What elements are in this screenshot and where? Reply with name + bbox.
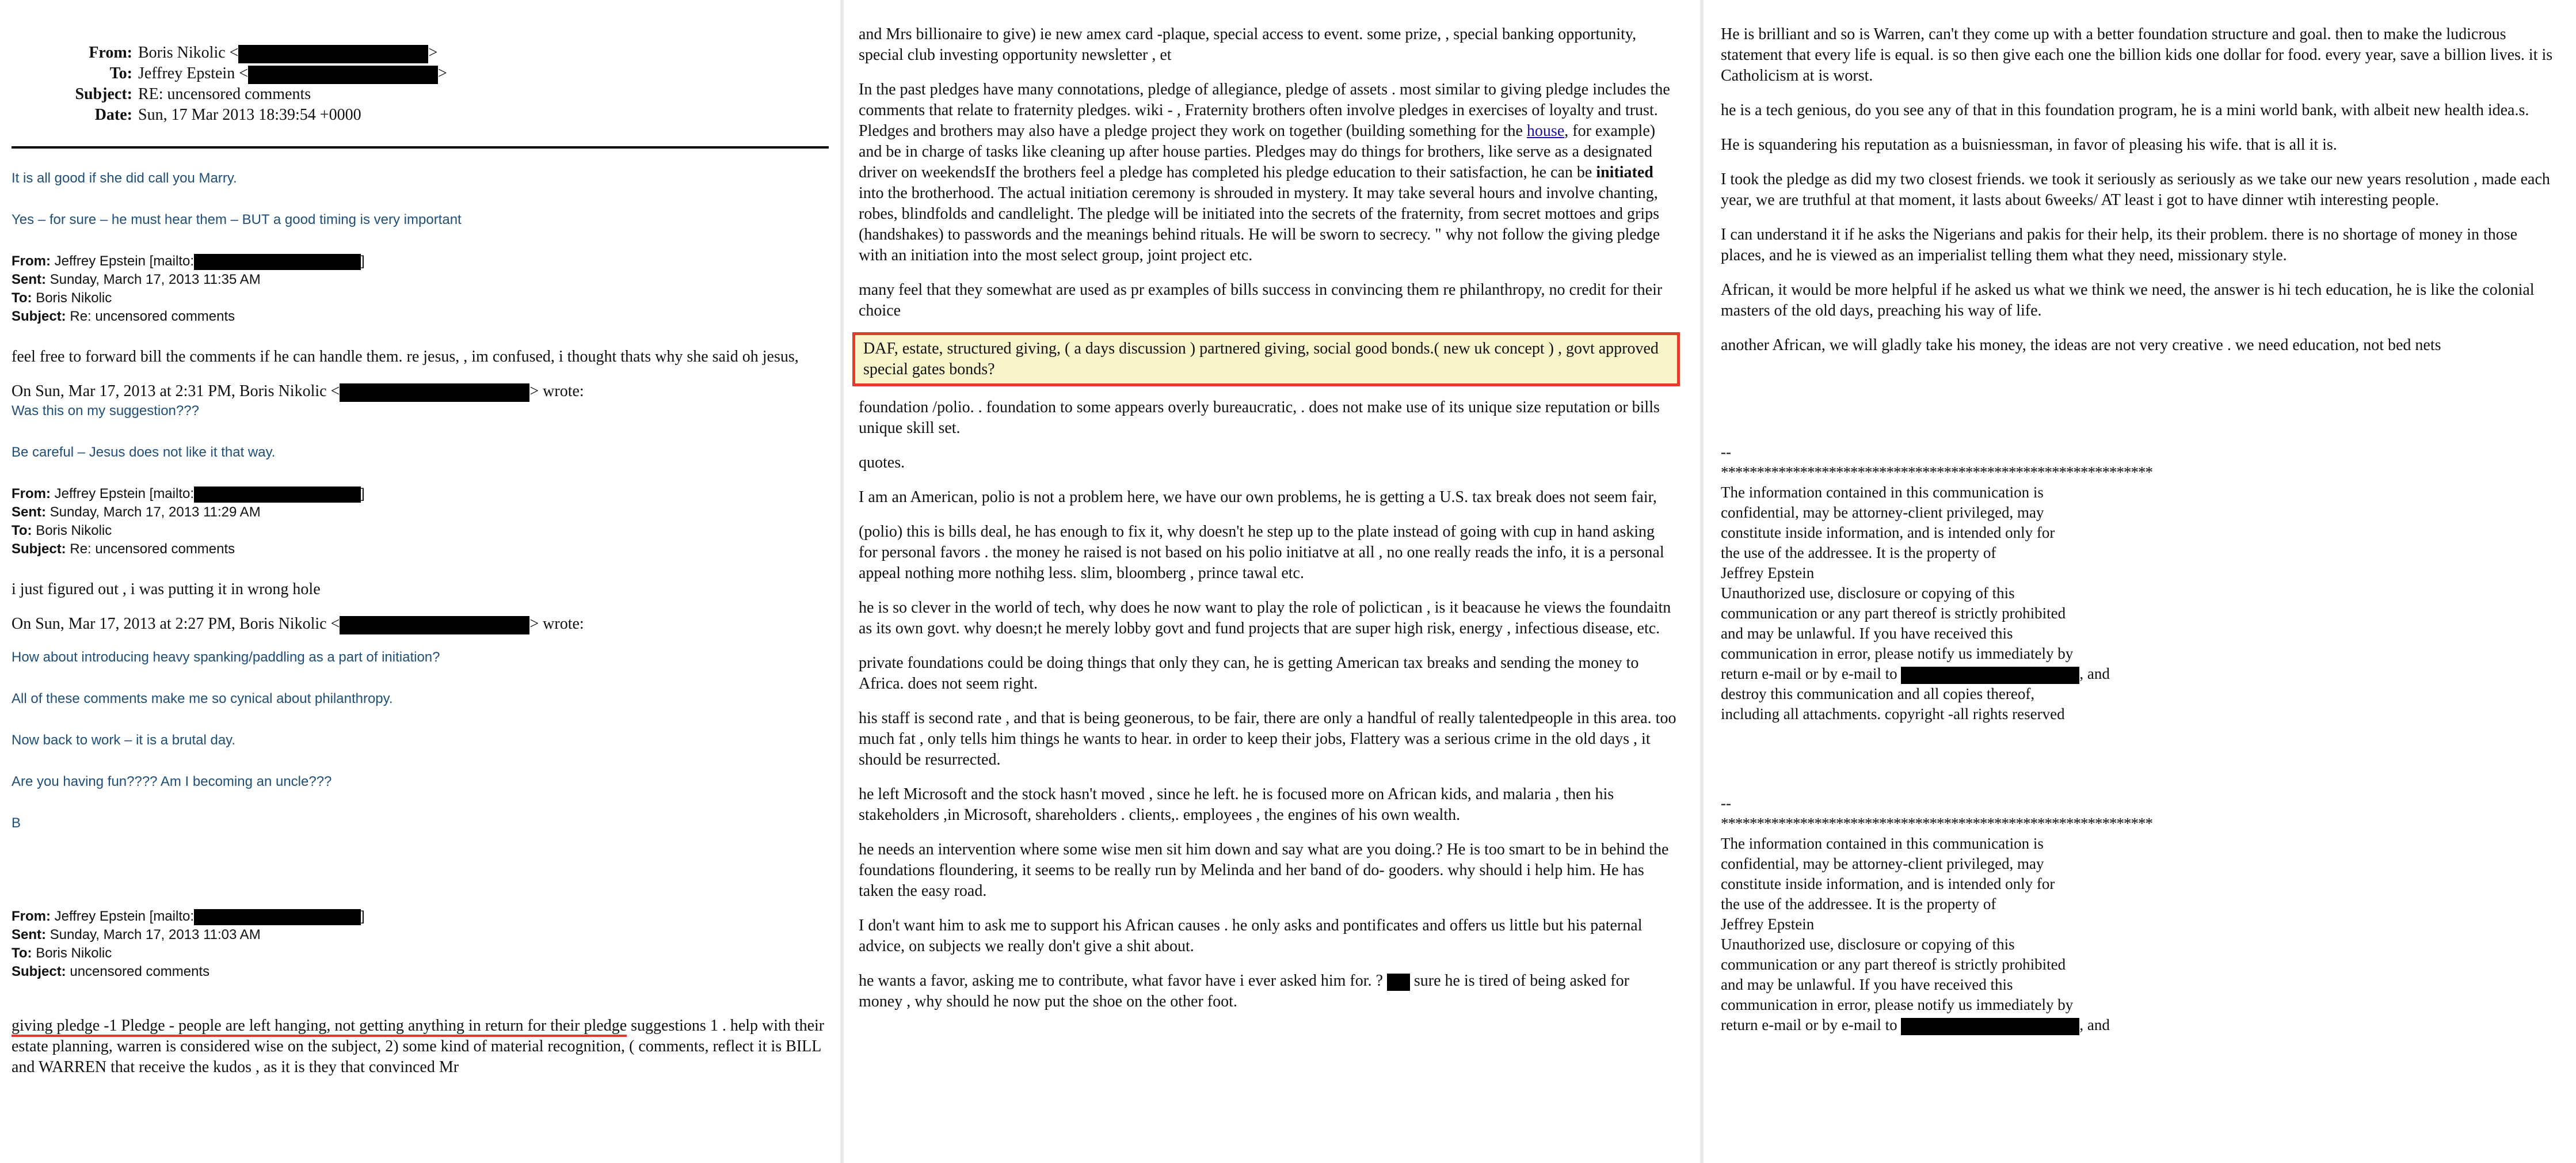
sig-line: destroy this communication and all copies thereof, bbox=[1721, 685, 2035, 702]
body-paragraph: he is a tech genious, do you see any of that in this foundation program, he is a mini world bank, with albeit new health idea.s. bbox=[1721, 101, 2529, 119]
body-paragraph: he needs an intervention where some wise men sit him down and say what are you doing.? He is too smart to be in behind the foundations floundering, it seems to be really run by Melinda and her band of do- gooders. why should i help him. He has taken the easy road. bbox=[859, 841, 1669, 900]
sig-line: confidential, may be attorney-client privileged, may bbox=[1721, 504, 2044, 521]
body-paragraph: private foundations could be doing things that only they can, he is getting American tax breaks and sending the money to Africa. does not seem right. bbox=[859, 654, 1639, 693]
sig-line: Jeffrey Epstein bbox=[1721, 915, 1815, 933]
body-paragraph: I don't want him to ask me to support his African causes . he only asks and pontificates and offers us little but his paternal advice, on subjects we really don't give a shit about. bbox=[859, 917, 1643, 955]
body-paragraph: He is squandering his reputation as a buisniessman, in favor of pleasing his wife. that is all it is. bbox=[1721, 136, 2337, 154]
wrote-line: On Sun, Mar 17, 2013 at 2:27 PM, Boris Nikolic < > wrote: bbox=[12, 614, 829, 634]
reply-line: Be careful – Jesus does not like it that way. bbox=[12, 444, 276, 460]
reply-line: Are you having fun???? Am I becoming an uncle??? bbox=[12, 774, 332, 789]
sig-line: constitute inside information, and is intended only for bbox=[1721, 524, 2055, 541]
header-divider bbox=[12, 146, 829, 149]
redaction-block bbox=[194, 909, 361, 925]
body-paragraph: I am an American, polio is not a problem here, we have our own problems, he is getting a U.S. tax break does not seem fair, bbox=[859, 488, 1657, 506]
sig-line: The information contained in this communication is bbox=[1721, 835, 2044, 852]
sig-line: Jeffrey Epstein bbox=[1721, 564, 1815, 582]
body-paragraph: (polio) this is bills deal, he has enough to fix it, why doesn't he step up to the plate instead of going with cup in hand asking for personal favors . the money he raised is not based on his polio initiatve at all , no one really reads the info, it is a personal appeal nothing more nothihg less. slim, bloomberg , prince tawal etc. bbox=[859, 523, 1664, 582]
redaction-block bbox=[248, 66, 438, 84]
sig-stars: ************************************************************ bbox=[1721, 463, 2152, 481]
email-header bbox=[46, 43, 447, 126]
quoted-meta-2: From: Jeffrey Epstein [mailto: ] Sent: Sunday, March 17, 2013 11:29 AM To: Boris Nikolic Subject: Re: uncensored comments bbox=[12, 486, 365, 557]
reply-line: Now back to work – it is a brutal day. bbox=[12, 732, 236, 748]
body-paragraph: foundation /polio. . foundation to some appears overly bureaucratic, . does not make use of its unique size reputation or bills unique skill set. bbox=[859, 398, 1660, 437]
redaction-block bbox=[1901, 1018, 2079, 1035]
highlighted-paragraph: DAF, estate, structured giving, ( a days discussion ) partnered giving, social good bonds.( new uk concept ) , govt approved special gates bonds? bbox=[855, 335, 1677, 383]
body-paragraph: I can understand it if he asks the Nigerians and pakis for their help, its their problem. there is no shortage of money in those places, and he is viewed as an imperialist telling them what they need, missionary style. bbox=[1721, 226, 2518, 264]
body-paragraph: I took the pledge as did my two closest friends. we took it seriously as seriously as we take our new years resolution , made each year, we are truthful at that moment, it lasts about 6weeks/ AT least i got to have dinner wtih interesting people. bbox=[1721, 170, 2550, 209]
subject-value: RE: uncensored comments bbox=[138, 85, 311, 103]
redaction-block bbox=[1387, 974, 1410, 991]
sig-line: the use of the addressee. It is the property of bbox=[1721, 544, 1996, 561]
sig-line: confidential, may be attorney-client privileged, may bbox=[1721, 855, 2044, 872]
body-paragraph: feel free to forward bill the comments if he can handle them. re jesus, , im confused, i thought thats why she said oh jesus, bbox=[12, 348, 799, 366]
confidentiality-footer-1 bbox=[1721, 442, 2564, 724]
reply-line: It is all good if she did call you Marry. bbox=[12, 170, 237, 186]
sig-line: return e-mail or by e-mail to , and bbox=[1721, 1015, 2564, 1035]
bracket: > bbox=[428, 44, 438, 62]
to-value: Jeffrey Epstein < bbox=[138, 64, 248, 82]
page-column-2 bbox=[844, 0, 1700, 1163]
body-paragraph: he is so clever in the world of tech, why does he now want to play the role of polictican , is it beacause he views the foundaitn as its own govt. why doesn;t he merely lobby govt and fund projects that are super high risk, energy , infectious disease, etc. bbox=[859, 599, 1671, 637]
sig-line: The information contained in this communication is bbox=[1721, 484, 2044, 501]
sig-line: return e-mail or by e-mail to , and bbox=[1721, 664, 2564, 684]
body-paragraph: i just figured out , i was putting it in wrong hole bbox=[12, 580, 321, 598]
subject-label: Subject: bbox=[75, 85, 132, 103]
sig-line: communication in error, please notify us immediately by bbox=[1721, 645, 2074, 662]
sig-stars: ************************************************************ bbox=[1721, 815, 2152, 832]
redaction-block bbox=[340, 616, 529, 634]
date-value: Sun, 17 Mar 2013 18:39:54 +0000 bbox=[138, 106, 361, 124]
body-paragraph: many feel that they somewhat are used as pr examples of bills success in convincing them re philanthropy, no credit for their choice bbox=[859, 281, 1663, 320]
body-paragraph: He is brilliant and so is Warren, can't they come up with a better foundation structure and goal. then to make the ludicrous statement that every life is equal. is so then give each one the billion kids one dollar for food. every year, save a billion lives. it is Catholicism at is worst. bbox=[1721, 25, 2553, 85]
redaction-block bbox=[1901, 667, 2079, 684]
sig-line: and may be unlawful. If you have received this bbox=[1721, 976, 2013, 993]
sig-dash: -- bbox=[1721, 795, 1731, 812]
body-paragraph: he wants a favor, asking me to contribute, what favor have i ever asked him for. ? sure he is tired of being asked for money , why should he now put the shoe on the other foot. bbox=[859, 972, 1629, 1010]
confidentiality-footer-2 bbox=[1721, 793, 2564, 1035]
body-paragraph: and Mrs billionaire to give) ie new amex card -plaque, special access to event. some prize, , special banking opportunity, special club investing opportunity newsletter , et bbox=[859, 25, 1637, 64]
body-paragraph: African, it would be more helpful if he asked us what we think we need, the answer is hi tech education, he is like the colonial masters of the old days, preaching his way of life. bbox=[1721, 281, 2535, 320]
sig-line: communication or any part thereof is strictly prohibited bbox=[1721, 605, 2066, 622]
body-paragraph: his staff is second rate , and that is being geonerous, to be fair, there are only a handful of really talentedpeople in this area. too much fat , only tells him things he wants to hear. in order to keep their jobs, Flattery was a serious crime in the old days , it should be resurrected. bbox=[859, 709, 1676, 769]
red-underline-annotation: giving pledge -1 Pledge - people are left hanging, not getting anything in return for their pledge bbox=[12, 1017, 627, 1037]
quoted-meta-1: From: Jeffrey Epstein [mailto: ] Sent: Sunday, March 17, 2013 11:35 AM To: Boris Nikolic Subject: Re: uncensored comments bbox=[12, 253, 365, 324]
house-link[interactable]: house bbox=[1526, 122, 1565, 140]
reply-line: Was this on my suggestion??? bbox=[12, 403, 199, 419]
sig-line: communication or any part thereof is strictly prohibited bbox=[1721, 956, 2066, 973]
sig-line: communication in error, please notify us immediately by bbox=[1721, 996, 2074, 1013]
sig-line: constitute inside information, and is intended only for bbox=[1721, 875, 2055, 892]
wrote-line: On Sun, Mar 17, 2013 at 2:31 PM, Boris Nikolic < > wrote: bbox=[12, 381, 829, 402]
body-paragraph: he left Microsoft and the stock hasn't moved , since he left. he is focused more on African kids, and malaria , then his stakeholders ,in Microsoft, shareholders . clients,. employees , the engines of his own wealth. bbox=[859, 785, 1614, 824]
page-column-3 bbox=[1704, 0, 2576, 1163]
from-value: Boris Nikolic < bbox=[138, 44, 239, 62]
page-column-1 bbox=[0, 0, 840, 1163]
body-paragraph: quotes. bbox=[859, 454, 905, 472]
redaction-block bbox=[194, 254, 361, 270]
sig-line: including all attachments. copyright -all rights reserved bbox=[1721, 705, 2065, 723]
redaction-block bbox=[194, 487, 361, 503]
bracket: > bbox=[438, 64, 447, 82]
reply-line: All of these comments make me so cynical about philanthropy. bbox=[12, 691, 393, 706]
body-paragraph: another African, we will gladly take his money, the ideas are not very creative . we need education, not bed nets bbox=[1721, 336, 2441, 354]
reply-line: B bbox=[12, 815, 21, 831]
to-label: To: bbox=[109, 64, 132, 82]
from-label: From: bbox=[89, 44, 132, 62]
body-paragraph: giving pledge -1 Pledge - people are left hanging, not getting anything in return for their pledge suggestions 1 . help with their estate planning, warren is considered wise on the subject, 2) some kind of material recognition, ( comments, reflect it is BILL and WARREN that receive the kudos , as it is they that convinced Mr bbox=[12, 1017, 825, 1076]
body-paragraph: In the past pledges have many connotations, pledge of allegiance, pledge of assets . most similar to giving pledge includes the comments that relate to fraternity pledges. wiki - , Fraternity brothers often involve pledges in exercises of loyalty and trust. Pledges and brothers may also have a pledge project they work on together (building something for the house, for example) and be in charge of tasks like cleaning up after house parties. Pledges may do things for brothers, like serve as a designated driver on weekendsIf the brothers feel a pledge has completed his pledge education to their satisfaction, he can be initiated into the brotherhood. The actual initiation ceremony is shrouded in mystery. It may take several hours and involve chanting, robes, blindfolds and candlelight. The pledge will be initiated into the secrets of the fraternity, from secret mottoes and grips (handshakes) to passwords and the meanings behind rituals. He will be sworn to secrecy. " why not follow the giving pledge with an initiation into the most select group, joint project etc. bbox=[859, 81, 1670, 264]
sig-line: the use of the addressee. It is the property of bbox=[1721, 895, 1996, 913]
sig-line: Unauthorized use, disclosure or copying of this bbox=[1721, 584, 2015, 602]
sig-line: Unauthorized use, disclosure or copying of this bbox=[1721, 936, 2015, 953]
redaction-block bbox=[340, 383, 529, 402]
date-label: Date: bbox=[94, 106, 132, 124]
reply-line: Yes – for sure – he must hear them – BUT a good timing is very important bbox=[12, 212, 462, 227]
reply-line: How about introducing heavy spanking/paddling as a part of initiation? bbox=[12, 649, 440, 665]
sig-dash: -- bbox=[1721, 443, 1731, 461]
sig-line: and may be unlawful. If you have received this bbox=[1721, 625, 2013, 642]
quoted-meta-3: From: Jeffrey Epstein [mailto: ] Sent: Sunday, March 17, 2013 11:03 AM To: Boris Nikolic Subject: uncensored comments bbox=[12, 909, 365, 979]
redaction-block bbox=[238, 45, 428, 63]
